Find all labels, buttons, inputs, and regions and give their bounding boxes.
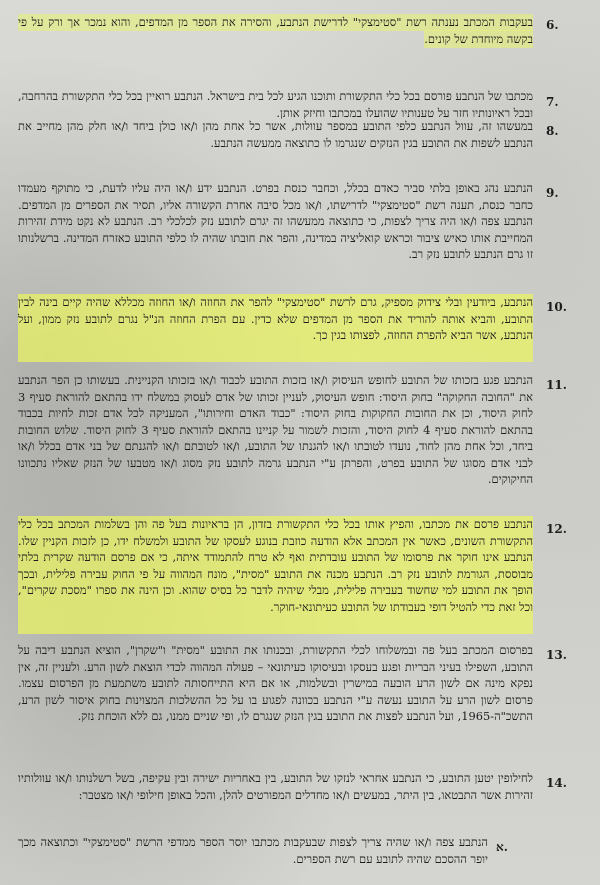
paragraph-number: 13.: [546, 648, 567, 662]
paragraph-8: במעשהו זה, עוול הנתבע כלפי התובע במספר עוולות, אשר כל אחת מהן ו/או כולן ביחד ו/או חלק מהן מחייב את הנתבע לשפות את התובע בגין הנזקים שנגרמו לו כתוצאה ממעשה הנתבע.: [18, 119, 533, 150]
paragraph-7: מכתבו של הנתבע פורסם בכל כלי התקשורת ותוכנו הגיע לכל בית בישראל. הנתבע רואיין בכל כלי התקשורת בהרחבה, ובכל ראיונותיו חזר על טענותיו שהועלו במכתבו וחיזק אותן.: [18, 89, 533, 120]
paragraph-14: לחילופין יטען התובע, כי הנתבע אחראי לנזקו של התובע, בין באחריות ישירה ובין עקיפה, בשל רשלנותו ו/או עוולותיו זהירות אשר התבטאו, בין היתר, במעשים ו/או מחדלים המפורטים להלן, והכל באופן חילופי ו/או מצטבר:: [18, 771, 533, 802]
paragraph-9: הנתבע נהג באופן בלתי סביר כאדם בכלל, וכחבר כנסת בפרט. הנתבע ידע ו/או היה עליו לדעת, כי מתוקף מעמדו כחבר כנסת, תענה רשת "סטימצקי" לדרישתו, ו/או מכל סיבה אחרת הקשורה אליו, תסיר את הספרים מן המדפים. הנתבע צפה ו/או היה צריך לצפות, כי כתוצאה ממעשהו זה יגרם לתובע נזק לכלכלי רב. הנתבע לא נקט מידת זהירות המחייבת אותו כאיש ציבור וכראש קואליציה במדינה, והפר את חובתו שהיה לו כלפי התובע כאזרח המדינה. ברשלנותו זו גרם הנתבע לתובע נזק רב.: [18, 181, 533, 261]
paragraph-text: בעקבות המכתב נענתה רשת "סטימצקי" לדרישת הנתבע, והסירה את הספר מן המדפים, והוא נמכר אך ורק על פי בקשה מיוחדת של קונים.: [18, 15, 533, 46]
paragraph-number: 10.: [546, 300, 567, 314]
paragraph-number: 12.: [546, 522, 567, 536]
paragraph-6: [18, 14, 533, 50]
paragraph-number: 7.: [546, 95, 559, 109]
paragraph-number: 14.: [546, 776, 567, 790]
paragraph-number: 11.: [546, 378, 567, 392]
paragraph-number: 8.: [546, 124, 559, 138]
paragraph-11: הנתבע פגע בזכותו של התובע לחופש העיסוק ו/או בזכות התובע לכבוד ו/או בזכותו הקניינית. בעשותו כן הפר הנתבע את "החובה החקוקה" בחוק היסוד: חופש העיסוק, לעניין זכותו של אדם לעסוק במשלח ידו בהתאם להוראת סעיף 3 לחוק היסוד, וכן את החובות החקוקות בחוק היסוד: "כבוד האדם וחירותו", המעניקה לכל אדם זכות לחיות בכבוד בהתאם להוראת סעיף 4 לחוק היסוד, והזכות לשמור על קניינו בהתאם להוראת סעיף 3 לחוק היסוד. שלוש החובות ביחד, וכל אחת מהן לחוד, נועדו לטובתו ו/או להגנתו של התובע, ו/או לטובתם ו/או להגנתם של בני אדם בכלל ו/או לבני אדם מסוגו של התובע בפרט, והפרתן ע"י הנתבע גרמה לתובע נזק מסוג ו/או מטבעו של הנזק שאליו נתכוונו החיקוקים.: [18, 373, 533, 486]
subitem-a: הנתבע צפה ו/או שהיה צריך לצפות שבעקבות מכתבו יוסר הספר ממדפי הרשת "סטימצקי" וכתוצאה מכך יופר ההסכם שהיה לתובע עם רשת הספרים.: [18, 835, 488, 866]
paragraph-12: הנתבע פרסם את מכתבו, והפיץ אותו בכל כלי התקשורת בזדון, הן בראיונות בעל פה והן בשלמות המכתב בכל כלי התקשורת השונים, כאשר אין המכתב אלא הודעה כוזבת בנוגע לעסקו של התובע ולמשלח ידו, כן לזכות הקניין שלו. הנתבע אינו חוקר את פרסומו של התובע עובדתית ואף לא טרח להתמודד איתה, כי אם פרסם הודעה שקרית בלתי מבוססת, הגורמת לתובע נזק רב. הנתבע מכנה את התובע "מסית", מונח המהווה על פי החוק עבירה פלילית, ובכך הופך את התובע למי שחשוד בעבירה פלילית, מבלי שיהיה לדבר כל בסיס שהוא. וכן הינה את ספרו "מסכת שקרים", וכל זאת כדי להטיל דופי בעבודתו של התובע כעיתונאי-חוקר.: [18, 516, 533, 634]
paragraph-number: 9.: [546, 186, 559, 200]
subitem-letter: א.: [496, 840, 508, 854]
paragraph-number: 6.: [546, 18, 559, 32]
paragraph-10: הנתבע, ביודעין ובלי צידוק מספיק, גרם לרשת "סטימצקי" להפר את החוזה ו/או החוזה מכללא שהיה קיים בינה לבין התובע, והביא אותה להוריד את הספר מן המדפים שלא כדין. עם הפרת החוזה הנ"ל נגרם לתובע נזק ממון, ועל הנתבע, אשר הביא להפרת החוזה, לפצותו בגין כך.: [18, 294, 533, 362]
paragraph-13: בפרסום המכתב בעל פה ובמשלוחו לכלי התקשורת, ובכנותו את התובע "מסית" ו"שקרן", הוציא הנתבע דיבה על התובע, השפילו בעיני הבריות ופגע בעסקו ובעיסוקו כעיתונאי – פעולה המהווה לכדי הוצאת לשון הרע. ולעניין זה, אין נפקא מינה אם לשון הרע הובעה במישרין ובשלמות, או אם היא התייחסותה לתובע משתמעת מן הפרסום עצמו. פרסום לשון הרע על התובע נעשה ע"י הנתבע בכוונה לפגוע בו על כל ההשלכות המצוינות בחוק איסור לשון הרע, התשכ"ה-1965, ועל הנתבע לפצות את התובע בגין הנזק שנגרם לו, ופי שניים ממנו, גם ללא הוכחת נזק.: [18, 643, 533, 723]
